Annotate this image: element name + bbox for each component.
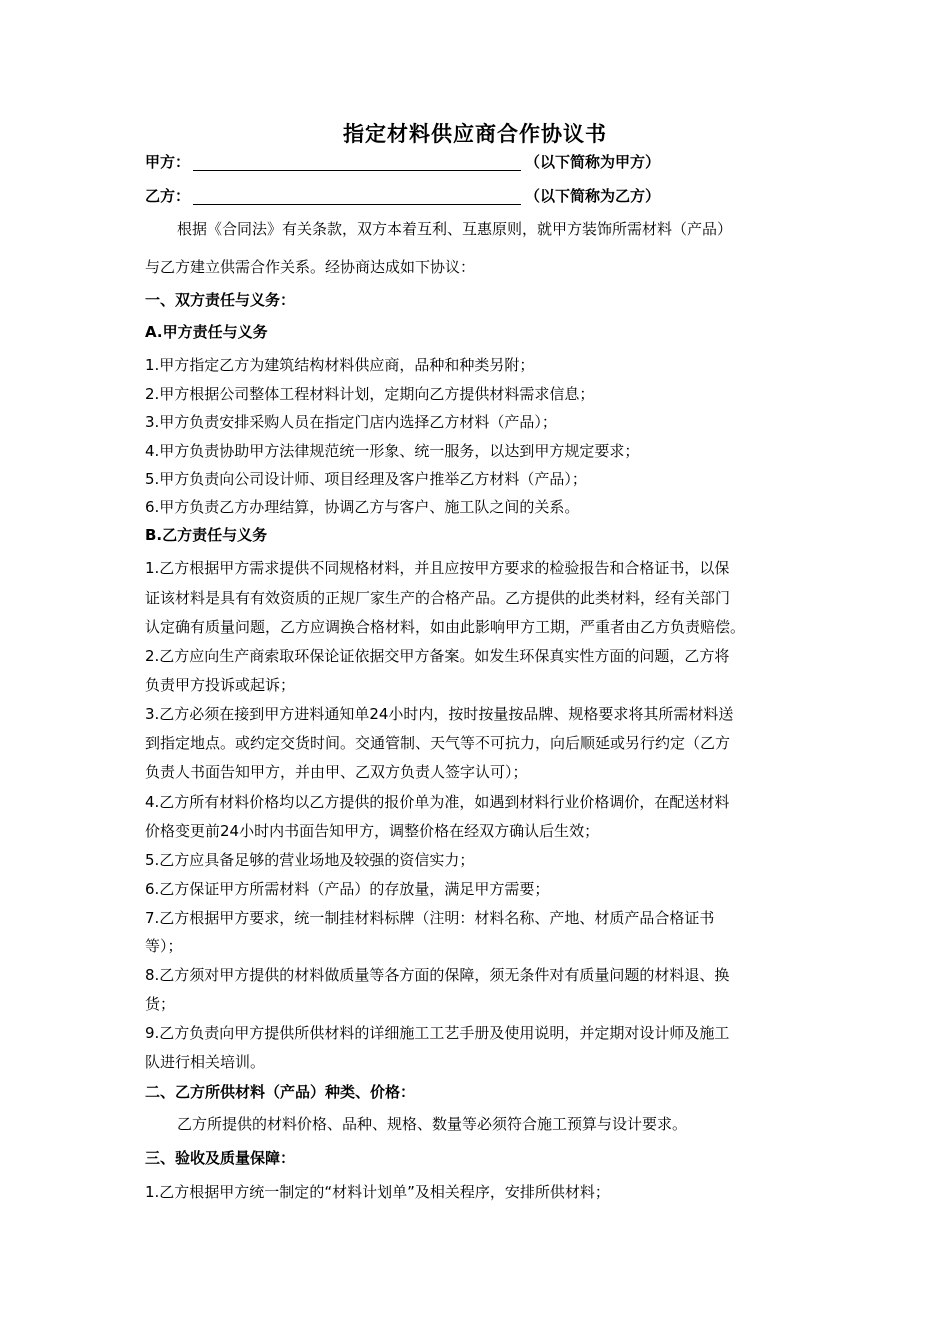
paragraph-line: 8.乙方须对甲方提供的材料做质量等各方面的保障，须无条件对有质量问题的材料退、换 bbox=[145, 966, 730, 984]
paragraph-line: 7.乙方根据甲方要求，统一制挂材料标牌（注明：材料名称、产地、材质产品合格证书 bbox=[145, 909, 715, 927]
party-b-label: 乙方： bbox=[145, 187, 191, 205]
subsection-heading: B.乙方责任与义务 bbox=[145, 526, 268, 544]
list-item: 2.甲方根据公司整体工程材料计划，定期向乙方提供材料需求信息； bbox=[145, 385, 595, 403]
list-item: 4.甲方负责协助甲方法律规范统一形象、统一服务，以达到甲方规定要求； bbox=[145, 442, 640, 460]
party-a-line bbox=[145, 152, 815, 172]
paragraph-line: 认定确有质量问题，乙方应调换合格材料，如由此影响甲方工期，严重者由乙方负责赔偿。 bbox=[145, 618, 746, 636]
paragraph-line: 货； bbox=[145, 995, 176, 1013]
paragraph-line: 1.乙方根据甲方需求提供不同规格材料，并且应按甲方要求的检验报告和合格证书，以保 bbox=[145, 559, 730, 577]
party-b-suffix: （以下简称为乙方） bbox=[525, 187, 661, 205]
party-a-label: 甲方： bbox=[145, 153, 191, 171]
paragraph-line: 负责甲方投诉或起诉； bbox=[145, 676, 296, 694]
list-item: 5.甲方负责向公司设计师、项目经理及客户推举乙方材料（产品）； bbox=[145, 470, 587, 488]
paragraph-line: 9.乙方负责向甲方提供所供材料的详细施工工艺手册及使用说明，并定期对设计师及施工 bbox=[145, 1024, 730, 1042]
intro-line: 与乙方建立供需合作关系。经协商达成如下协议： bbox=[145, 258, 476, 276]
section-heading: 三、验收及质量保障： bbox=[145, 1149, 296, 1167]
list-item: 1.乙方根据甲方统一制定的“材料计划单”及相关程序，安排所供材料； bbox=[145, 1183, 610, 1201]
paragraph-line: 6.乙方保证甲方所需材料（产品）的存放量，满足甲方需要； bbox=[145, 880, 550, 898]
paragraph-line: 证该材料是具有有效资质的正规厂家生产的合格产品。乙方提供的此类材料，经有关部门 bbox=[145, 589, 731, 607]
section-heading: 一、双方责任与义务： bbox=[145, 291, 296, 309]
paragraph-line: 乙方所提供的材料价格、品种、规格、数量等必须符合施工预算与设计要求。 bbox=[177, 1115, 688, 1133]
list-item: 3.甲方负责安排采购人员在指定门店内选择乙方材料（产品）； bbox=[145, 413, 557, 431]
paragraph-line: 价格变更前24小时内书面告知甲方，调整价格在经双方确认后生效； bbox=[145, 822, 600, 840]
paragraph-line: 等）； bbox=[145, 937, 183, 955]
list-item: 1.甲方指定乙方为建筑结构材料供应商，品种和种类另附； bbox=[145, 356, 535, 374]
paragraph-line: 4.乙方所有材料价格均以乙方提供的报价单为准，如遇到材料行业价格调价，在配送材料 bbox=[145, 793, 730, 811]
document-title: 指定材料供应商合作协议书 bbox=[343, 122, 607, 146]
paragraph-line: 5.乙方应具备足够的营业场地及较强的资信实力； bbox=[145, 851, 475, 869]
party-b-line bbox=[145, 186, 815, 206]
party-b-blank-line bbox=[193, 204, 521, 205]
section-heading: 二、乙方所供材料（产品）种类、价格： bbox=[145, 1083, 416, 1101]
paragraph-line: 2.乙方应向生产商索取环保论证依据交甲方备案。如发生环保真实性方面的问题，乙方将 bbox=[145, 647, 730, 665]
subsection-heading: A.甲方责任与义务 bbox=[145, 323, 268, 341]
paragraph-line: 到指定地点。或约定交货时间。交通管制、天气等不可抗力，向后顺延或另行约定（乙方 bbox=[145, 734, 731, 752]
party-a-blank-line bbox=[193, 170, 521, 171]
paragraph-line: 负责人书面告知甲方，并由甲、乙双方负责人签字认可）； bbox=[145, 763, 528, 781]
party-a-suffix: （以下简称为甲方） bbox=[525, 153, 661, 171]
list-item: 6.甲方负责乙方办理结算，协调乙方与客户、施工队之间的关系。 bbox=[145, 498, 580, 516]
paragraph-line: 队进行相关培训。 bbox=[145, 1053, 266, 1071]
intro-line: 根据《合同法》有关条款，双方本着互利、互惠原则，就甲方装饰所需材料（产品） bbox=[177, 220, 733, 238]
paragraph-line: 3.乙方必须在接到甲方进料通知单24小时内，按时按量按品牌、规格要求将其所需材料送 bbox=[145, 705, 734, 723]
